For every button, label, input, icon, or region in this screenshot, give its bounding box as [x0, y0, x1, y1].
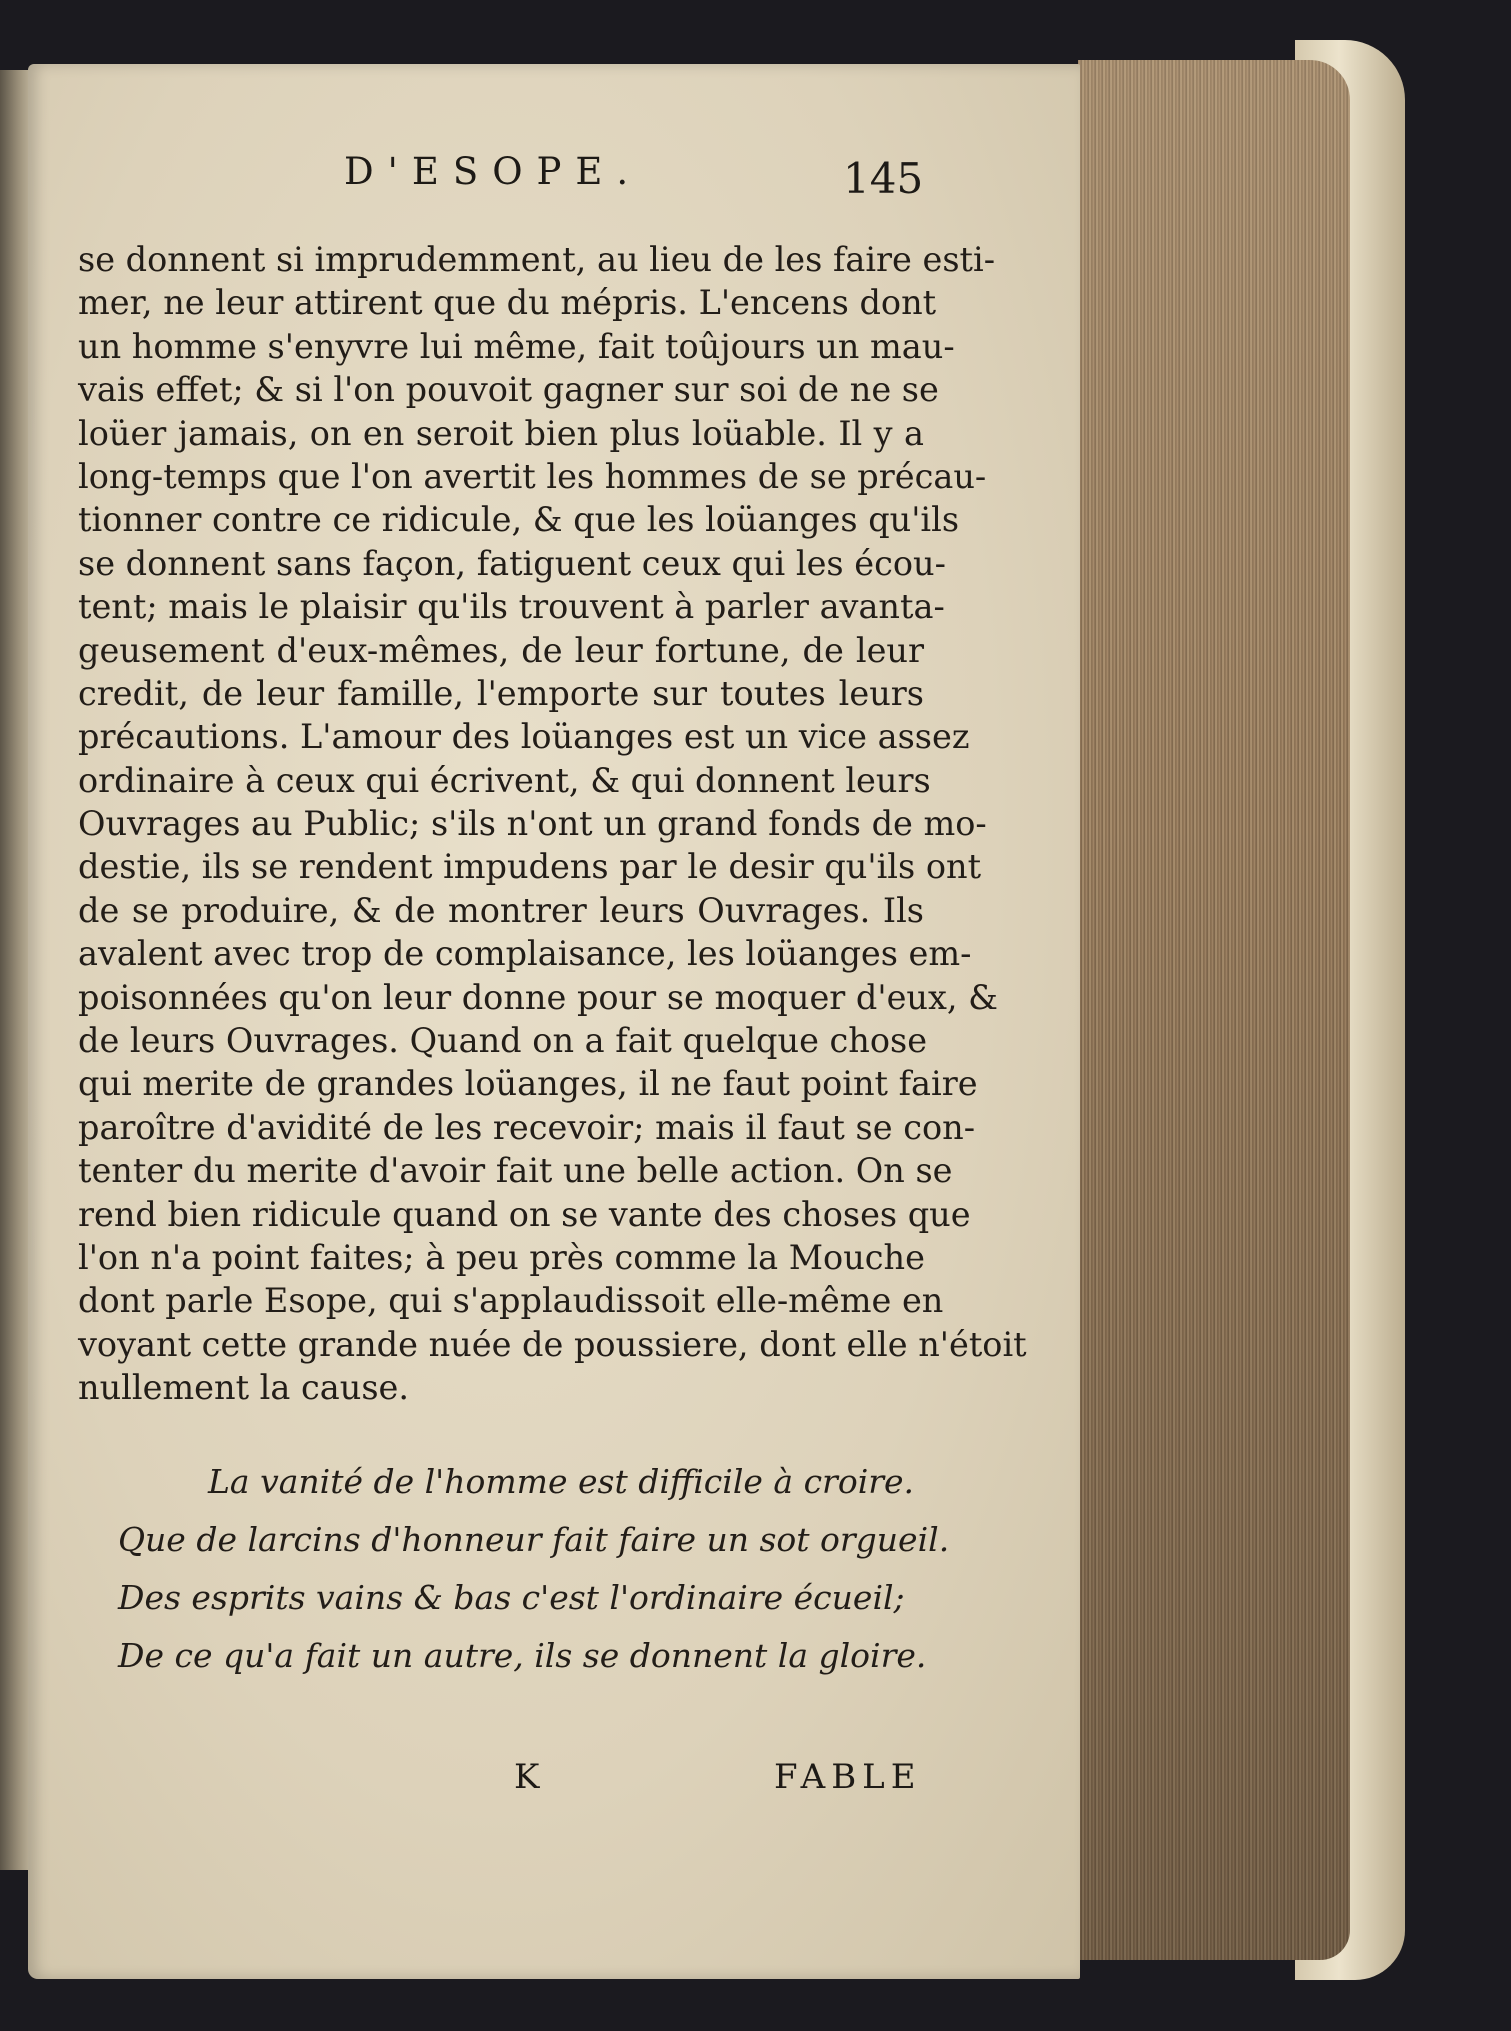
signature-mark: K [514, 1757, 540, 1797]
text-line: loüer jamais, on en seroit bien plus loüable. Il y a [78, 413, 924, 453]
text-line: credit, de leur famille, l'emporte sur toutes leurs [78, 673, 924, 713]
text-line: rend bien ridicule quand on se vante des choses que [78, 1194, 971, 1234]
text-line: tent; mais le plaisir qu'ils trouvent à parler avanta- [78, 587, 945, 627]
text-line: voyant cette grande nuée de poussiere, dont elle n'étoit [78, 1324, 1027, 1364]
running-title: D'ESOPE. [344, 150, 643, 193]
text-line: se donnent si imprudemment, au lieu de les faire esti- [78, 240, 996, 279]
verse-line: Que de larcins d'honneur fait faire un sot orgueil. [118, 1520, 950, 1559]
text-line: poisonnées qu'on leur donne pour se moquer d'eux, & [78, 977, 998, 1017]
text-line: tionner contre ce ridicule, & que les loüanges qu'ils [78, 500, 960, 540]
text-line: long-temps que l'on avertit les hommes de se précau- [78, 456, 987, 496]
text-line: avalent avec trop de complaisance, les loüanges em- [78, 934, 972, 974]
text-line: précautions. L'amour des loüanges est un vice assez [78, 717, 970, 757]
text-line: de leurs Ouvrages. Quand on a fait quelque chose [78, 1021, 928, 1061]
catchword: FABLE [774, 1757, 922, 1797]
text-line: geusement d'eux-mêmes, de leur fortune, de leur [78, 630, 924, 670]
text-line: ordinaire à ceux qui écrivent, & qui donnent leurs [78, 760, 931, 800]
text-line: l'on n'a point faites; à peu près comme la Mouche [78, 1237, 925, 1277]
page-footer [28, 1757, 1080, 1807]
book-fore-edge [1078, 60, 1350, 1960]
text-line: dont parle Esope, qui s'applaudissoit elle-même en [78, 1281, 944, 1321]
moral-verse [118, 1453, 950, 1685]
verse-line: La vanité de l'homme est difficile à croire. [208, 1462, 915, 1501]
text-line: paroître d'avidité de les recevoir; mais il faut se con- [78, 1107, 976, 1147]
page-header [28, 150, 1080, 210]
text-line: mer, ne leur attirent que du mépris. L'encens dont [78, 283, 937, 323]
text-line: destie, ils se rendent impudens par le desir qu'ils ont [78, 847, 982, 887]
text-line: tenter du merite d'avoir fait une belle action. On se [78, 1151, 953, 1191]
text-line: un homme s'enyvre lui même, fait toûjours un mau- [78, 326, 955, 366]
page-number: 145 [843, 154, 924, 203]
body-paragraph [78, 238, 1027, 1410]
text-line: vais effet; & si l'on pouvoit gagner sur soi de ne se [78, 370, 939, 410]
verse-line: Des esprits vains & bas c'est l'ordinaire écueil; [118, 1578, 905, 1617]
text-line: Ouvrages au Public; s'ils n'ont un grand fonds de mo- [78, 804, 987, 844]
text-line: se donnent sans façon, fatiguent ceux qui les écou- [78, 543, 946, 583]
text-line: de se produire, & de montrer leurs Ouvrages. Ils [78, 890, 924, 930]
verse-line: De ce qu'a fait un autre, ils se donnent la gloire. [118, 1636, 927, 1675]
text-line: nullement la cause. [78, 1368, 409, 1408]
text-line: qui merite de grandes loüanges, il ne faut point faire [78, 1064, 978, 1104]
